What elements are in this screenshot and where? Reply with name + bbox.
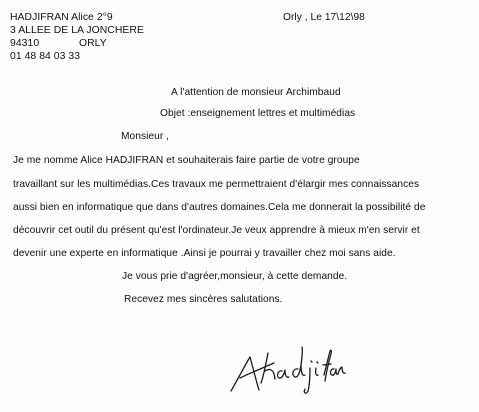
body-line: travaillant sur les multimédias.Ces travaux me permettraient d'élargir mes connaissances xyxy=(13,179,420,190)
closing-request: Je vous prie d'agréer,monsieur, à cette demande. xyxy=(122,271,348,282)
body-line: Je me nomme Alice HADJIFRAN et souhaiterais faire partie de votre groupe xyxy=(13,155,360,166)
place-date: Orly , Le 17\12\98 xyxy=(283,12,365,23)
salutation: Monsieur , xyxy=(121,131,170,142)
sender-phone: 01 48 84 03 33 xyxy=(10,51,81,62)
sender-name: HADJIFRAN Alice 2°9 xyxy=(10,12,113,23)
sender-city: ORLY xyxy=(79,38,107,49)
handwritten-signature xyxy=(228,335,346,397)
closing-salutations: Recevez mes sincères salutations. xyxy=(124,294,283,305)
attention-line: A l'attention de monsieur Archimbaud xyxy=(171,87,341,98)
sender-address: 3 ALLEE DE LA JONCHERE xyxy=(10,25,144,36)
body-line: découvrir cet outil du présent qu'est l'ordinateur.Je veux apprendre à mieux m'en servir et xyxy=(13,225,420,236)
body-line: aussi bien en informatique que dans d'autres domaines.Cela me donnerait la possibilité de xyxy=(13,202,426,213)
sender-postcode: 94310 xyxy=(10,38,40,49)
body-line: devenir une experte en informatique .Ainsi je pourrai y travailler chez moi sans aide. xyxy=(13,248,396,259)
subject-line: Objet :enseignement lettres et multimédias xyxy=(160,108,356,119)
